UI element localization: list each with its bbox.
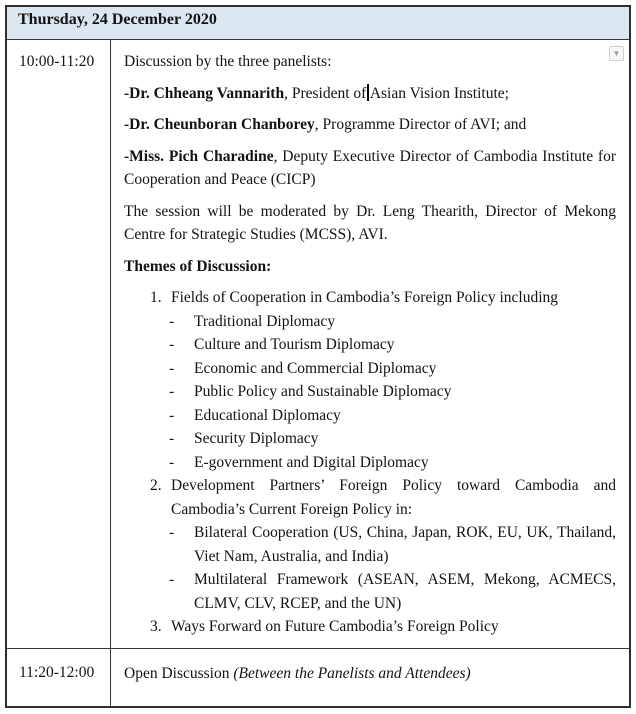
text-caret — [367, 84, 369, 101]
dash-marker: - — [169, 312, 175, 330]
dash-marker: - — [169, 571, 175, 588]
themes-list — [124, 286, 616, 639]
list-number: 2. — [150, 477, 162, 494]
panelist-line-2: -Dr. Cheunboran Chanborey, Programme Director of AVI; and — [124, 116, 527, 133]
time-cell-2 — [7, 649, 111, 706]
time-label-2: 11:20-12:00 — [19, 664, 95, 681]
session-row-1 — [7, 40, 629, 649]
agenda-table — [5, 5, 631, 708]
open-discussion-cell[interactable] — [111, 649, 629, 706]
intro-paragraph: Discussion by the three panelists: — [124, 53, 332, 70]
table-header-row — [7, 7, 629, 40]
dash-item: - Traditional Diplomacy — [124, 310, 616, 334]
dash-item: - Educational Diplomacy — [124, 404, 616, 428]
open-discussion-text: Open Discussion — [124, 665, 234, 682]
moderator-note: The session will be moderated by Dr. Leng Thearith, Director of Mekong Centre for Strategic Studies (MCSS), AVI. — [124, 202, 616, 243]
dash-marker: - — [169, 359, 175, 377]
dash-item: - Public Policy and Sustainable Diplomacy — [124, 380, 616, 404]
dash-marker: - — [169, 406, 175, 424]
dash-item: - Bilateral Cooperation (US, China, Japan, ROK, EU, UK, Thailand, Viet Nam, Australia, and India) — [124, 521, 616, 568]
dash-item: - Culture and Tourism Diplomacy — [124, 333, 616, 357]
list-number: 1. — [150, 289, 162, 306]
dash-marker: - — [169, 430, 175, 447]
numbered-item-2: 2. Development Partners’ Foreign Policy toward Cambodia and Cambodia’s Current Foreign Policy in: — [124, 474, 616, 521]
time-label-1: 10:00-11:20 — [19, 53, 95, 70]
dash-marker: - — [169, 336, 175, 353]
open-discussion-italic: (Between the Panelists and Attendees) — [233, 665, 471, 682]
numbered-item-3: 3. Ways Forward on Future Cambodia’s Foreign Policy — [124, 615, 616, 639]
session-content-cell[interactable] — [111, 40, 629, 648]
panelist-line-3: -Miss. Pich Charadine, Deputy Executive Director of Cambodia Institute for Cooperation and Peace (CICP) — [124, 147, 617, 188]
dash-item: - Multilateral Framework (ASEAN, ASEM, Mekong, ACMECS, CLMV, CLV, RCEP, and the UN) — [124, 568, 616, 615]
panelist-line-1: -Dr. Chheang Vannarith, President of Asian Vision Institute; — [124, 84, 509, 102]
panelist-name-2: -Dr. Cheunboran Chanborey — [124, 116, 315, 133]
list-number: 3. — [150, 618, 162, 635]
date-title: Thursday, 24 December 2020 — [18, 11, 217, 28]
session-row-2 — [7, 649, 629, 706]
dash-marker: - — [169, 383, 175, 400]
dash-marker: - — [169, 453, 175, 471]
chevron-down-icon[interactable]: ▼ — [609, 46, 624, 61]
panelist-name-3: -Miss. Pich Charadine — [124, 147, 274, 165]
dash-item: - Security Diplomacy — [124, 427, 616, 451]
time-cell-1 — [7, 40, 111, 648]
numbered-item-1: 1. Fields of Cooperation in Cambodia’s Foreign Policy including — [124, 286, 616, 310]
panelist-name-1: -Dr. Chheang Vannarith — [124, 84, 285, 102]
themes-heading: Themes of Discussion: — [124, 257, 272, 275]
dash-item: - E-government and Digital Diplomacy — [124, 451, 616, 475]
dash-marker: - — [169, 524, 175, 541]
dash-item: - Economic and Commercial Diplomacy — [124, 357, 616, 381]
